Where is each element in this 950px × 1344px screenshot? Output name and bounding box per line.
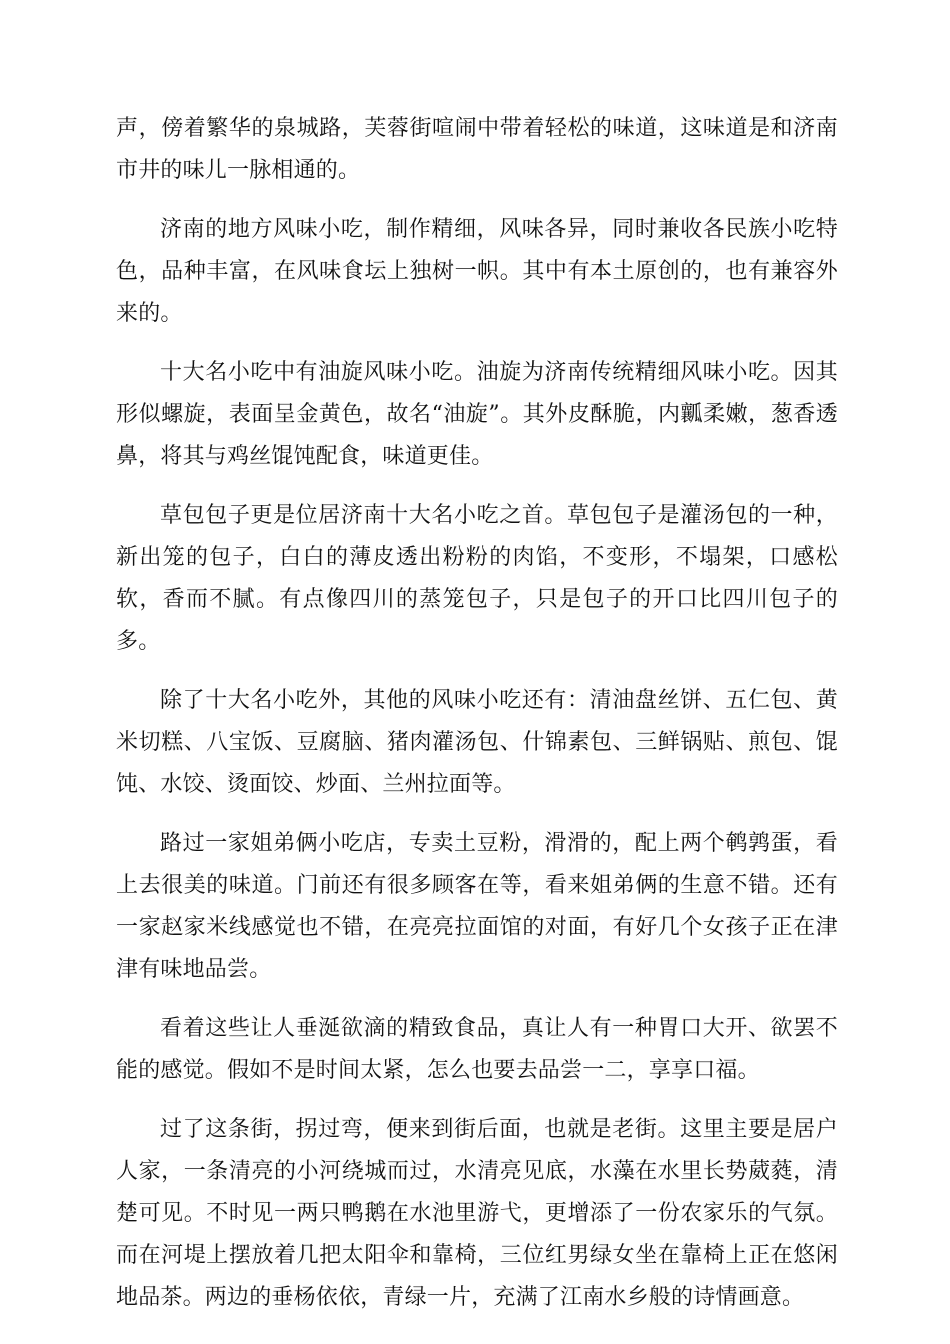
paragraph-1: 声，傍着繁华的泉城路，芙蓉街喧闹中带着轻松的味道，这味道是和济南市井的味儿一脉相通的。: [116, 116, 838, 183]
paragraph-7: 看着这些让人垂涎欲滴的精致食品，真让人有一种胃口大开、欲罢不能的感觉。假如不是时间太紧，怎么也要去品尝一二，享享口福。: [116, 1016, 838, 1083]
paragraph-8: 过了这条街，拐过弯，便来到街后面，也就是老街。这里主要是居户人家，一条清亮的小河绕城而过，水清亮见底，水藻在水里长势葳蕤，清楚可见。不时见一两只鸭鹅在水池里游弋，更增添了一份农家乐的气氛。而在河堤上摆放着几把太阳伞和靠椅，三位红男绿女坐在靠椅上正在悠闲地品茶。两边的垂杨依依，青绿一片，充满了江南水乡般的诗情画意。: [116, 1117, 838, 1310]
paragraph-5: 除了十大名小吃外，其他的风味小吃还有：清油盘丝饼、五仁包、黄米切糕、八宝饭、豆腐脑、猪肉灌汤包、什锦素包、三鲜锅贴、煎包、馄饨、水饺、烫面饺、炒面、兰州拉面等。: [116, 688, 838, 797]
document-body: [116, 108, 838, 1336]
paragraph-6: 路过一家姐弟俩小吃店，专卖土豆粉，滑滑的，配上两个鹌鹑蛋，看上去很美的味道。门前还有很多顾客在等，看来姐弟俩的生意不错。还有一家赵家米线感觉也不错，在亮亮拉面馆的对面，有好几个女孩子正在津津有味地品尝。: [116, 831, 838, 982]
paragraph-4: 草包包子更是位居济南十大名小吃之首。草包包子是灌汤包的一种，新出笼的包子，白白的薄皮透出粉粉的肉馅，不变形，不塌架，口感松软，香而不腻。有点像四川的蒸笼包子，只是包子的开口比四川包子的多。: [116, 503, 838, 654]
paragraph-2: 济南的地方风味小吃，制作精细，风味各异，同时兼收各民族小吃特色，品种丰富，在风味食坛上独树一帜。其中有本土原创的，也有兼容外来的。: [116, 217, 838, 326]
paragraph-3: 十大名小吃中有油旋风味小吃。油旋为济南传统精细风味小吃。因其形似螺旋，表面呈金黄色，故名“油旋”。其外皮酥脆，内瓤柔嫩，葱香透鼻，将其与鸡丝馄饨配食，味道更佳。: [116, 360, 838, 469]
